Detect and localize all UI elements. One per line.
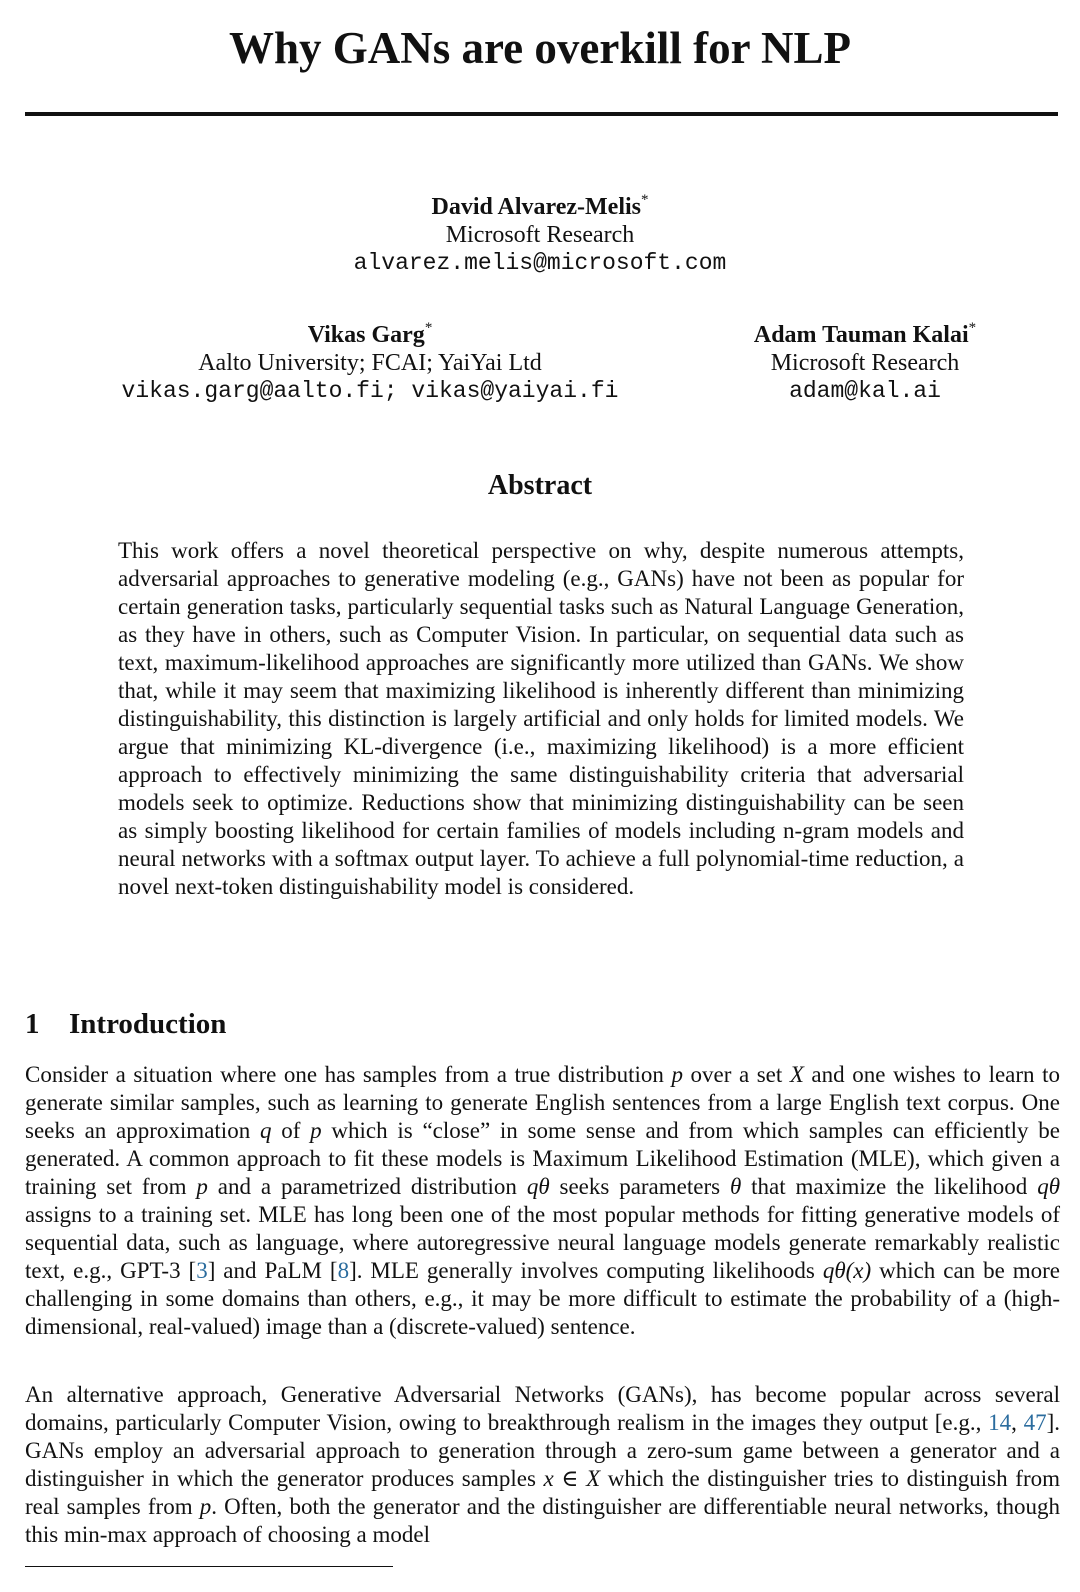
author-name [700, 314, 1030, 349]
math-inline: θ [729, 1174, 742, 1199]
author-affiliation: Aalto University; FCAI; YaiYai Ltd [198, 350, 542, 376]
math-inline: p [196, 1174, 208, 1199]
author-name [240, 186, 840, 221]
author-block-2 [60, 314, 680, 405]
author-name [60, 314, 680, 349]
author-footnote-mark: * [424, 320, 433, 336]
citation-link[interactable]: 3 [196, 1258, 208, 1283]
math-inline: qθ [1037, 1174, 1060, 1199]
author-email: alvarez.melis@microsoft.com [353, 250, 727, 276]
author-block-1 [240, 186, 840, 277]
paper-title: Why GANs are overkill for NLP [228, 23, 852, 73]
math-inline: x ∈ X [543, 1466, 601, 1491]
author-name-text: Vikas Garg [307, 322, 425, 348]
section-title: Introduction [69, 1008, 227, 1040]
footnote-rule [25, 1566, 393, 1567]
math-inline: p [199, 1494, 212, 1519]
math-inline: p [310, 1118, 322, 1143]
citation-link[interactable]: 47 [1023, 1410, 1047, 1435]
intro-paragraph-1: Consider a situation where one has samples from a true distribution p over a set X and one wishes to learn to generate similar samples, such as learning to generate English sentences from a large English text corpus. One seeks an approximation q of p which is “close” in some sense and from which samples can efficiently be generated. A common approach to fit these models is Maximum Likelihood Estimation (MLE), which given a training set from p and a parametrized distribution qθ seeks parameters θ that maximize the likelihood qθ assigns to a training set. MLE has long been one of the most popular methods for fitting generative models of sequential data, such as language, where autoregressive neural language models generate remarkably realistic text, e.g., GPT-3 [3] and PaLM [8]. MLE generally involves computing likelihoods qθ(x) which can be more challenging in some domains than others, e.g., it may be more difficult to estimate the probability of a (high-dimensional, real-valued) image than a (discrete-valued) sentence. [25, 1062, 1061, 1339]
abstract-text: This work offers a novel theoretical perspective on why, despite numerous attempts, adversarial approaches to generative modeling (e.g., GANs) have not been as popular for certain generation tasks, particularly sequential tasks such as Natural Language Generation, as they have in others, such as Computer Vision. In particular, on sequential data such as text, maximum-likelihood approaches are significantly more utilized than GANs. We show that, while it may seem that maximizing likelihood is inherently different than minimizing distinguishability, this distinction is largely artificial and only holds for limited models. We argue that minimizing KL-divergence (i.e., maximizing likelihood) is a more efficient approach to effectively minimizing the same distinguishability criteria that adversarial models seek to optimize. Reductions show that minimizing distinguishability can be seen as simply boosting likelihood for certain families of models including n-gram models and neural networks with a softmax output layer. To achieve a full polynomial-time reduction, a novel next-token distinguishability model is considered. [118, 538, 964, 899]
math-inline: p [671, 1062, 683, 1087]
math-inline: q [259, 1118, 272, 1143]
author-email: vikas.garg@aalto.fi; vikas@yaiyai.fi [121, 378, 619, 404]
author-affiliation: Microsoft Research [445, 222, 635, 248]
intro-paragraph-2: An alternative approach, Generative Adversarial Networks (GANs), has become popular across several domains, particularly Computer Vision, owing to breakthrough realism in the images they output [e.g., 14, 47]. GANs employ an adversarial approach to generation through a zero-sum game between a generator and a distinguisher in which the generator produces samples x ∈ X which the distinguisher tries to distinguish from real samples from p. Often, both the generator and the distinguisher are differentiable neural networks, though this min-max approach of choosing a model [25, 1382, 1060, 1547]
section-number: 1 [25, 1008, 40, 1040]
author-name-text: David Alvarez-Melis [431, 194, 642, 220]
author-name-text: Adam Tauman Kalai [753, 322, 969, 348]
author-email: adam@kal.ai [789, 378, 941, 404]
citation-link[interactable]: 14 [988, 1410, 1012, 1435]
abstract-heading: Abstract [487, 470, 593, 501]
math-inline: qθ(x) [822, 1258, 872, 1283]
math-inline: X [789, 1062, 804, 1087]
author-footnote-mark: * [641, 192, 649, 208]
author-affiliation: Microsoft Research [770, 350, 960, 376]
author-footnote-mark: * [968, 320, 977, 336]
section-heading-introduction [25, 1008, 226, 1041]
math-inline: qθ [526, 1174, 550, 1199]
title-rule [25, 112, 1058, 116]
author-block-3 [700, 314, 1030, 405]
citation-link[interactable]: 8 [337, 1258, 350, 1283]
